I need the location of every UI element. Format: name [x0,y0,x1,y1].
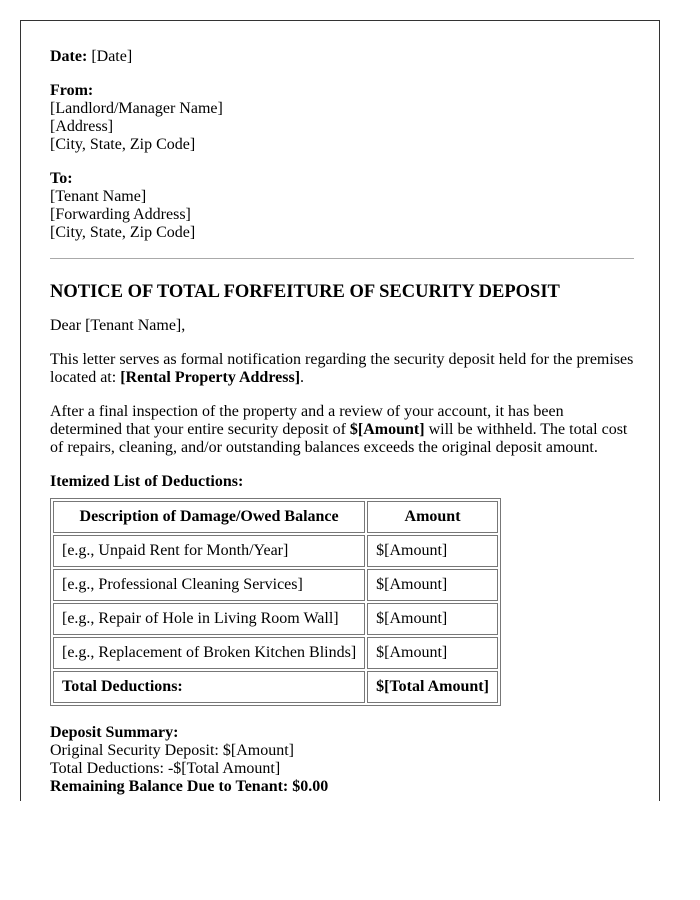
itemized-heading: Itemized List of Deductions: [50,473,244,490]
row-description: [e.g., Unpaid Rent for Month/Year] [53,535,365,567]
from-city: [City, State, Zip Code] [50,136,196,153]
para1-text: This letter serves as formal notification regarding the security deposit held for the premises located at: [50,351,634,386]
summary-deductions: Total Deductions: -$[Total Amount] [50,760,281,777]
from-block [50,82,634,154]
header-amount: Amount [367,501,498,533]
notice-title: NOTICE OF TOTAL FORFEITURE OF SECURITY DEPOSIT [50,282,560,302]
table-total-row [53,671,498,703]
to-city: [City, State, Zip Code] [50,224,196,241]
row-description: [e.g., Repair of Hole in Living Room Wall] [53,603,365,635]
row-description: [e.g., Professional Cleaning Services] [53,569,365,601]
total-value: $[Total Amount] [367,671,498,703]
deposit-summary [50,724,634,796]
table-row [53,603,498,635]
paragraph-premises [50,351,634,387]
para1-end: . [300,369,305,386]
row-amount: $[Amount] [367,535,498,567]
summary-heading: Deposit Summary: [50,724,179,741]
row-amount: $[Amount] [367,603,498,635]
summary-original: Original Security Deposit: $[Amount] [50,742,294,759]
from-label: From: [50,82,94,99]
para2-text: After a final inspection of the property and a review of your account, it has been determined that your entire security deposit of [50,403,564,438]
deposit-amount: $[Amount] [349,421,425,438]
table-row [53,535,498,567]
summary-remaining: Remaining Balance Due to Tenant: $0.00 [50,778,329,795]
row-description: [e.g., Replacement of Broken Kitchen Blinds] [53,637,365,669]
row-amount: $[Amount] [367,637,498,669]
to-block [50,170,634,242]
table-row [53,569,498,601]
paragraph-withheld [50,403,634,457]
to-label: To: [50,170,73,187]
deductions-table [50,498,501,706]
to-address: [Forwarding Address] [50,206,191,223]
table-header-row [53,501,498,533]
from-address: [Address] [50,118,114,135]
letter-content [50,48,634,796]
salutation: Dear [Tenant Name], [50,317,186,334]
rental-property-address: [Rental Property Address] [120,369,301,386]
letter-page [20,20,660,801]
total-label: Total Deductions: [53,671,365,703]
from-name: [Landlord/Manager Name] [50,100,223,117]
para2-end: will be withheld. The total cost of repairs, cleaning, and/or outstanding balances exceeds the original deposit amount. [50,421,628,456]
divider [50,258,634,259]
date-line [50,48,634,66]
date-value: [Date] [91,48,133,65]
header-description: Description of Damage/Owed Balance [53,501,365,533]
table-row [53,637,498,669]
to-name: [Tenant Name] [50,188,147,205]
row-amount: $[Amount] [367,569,498,601]
date-label: Date: [50,48,88,65]
